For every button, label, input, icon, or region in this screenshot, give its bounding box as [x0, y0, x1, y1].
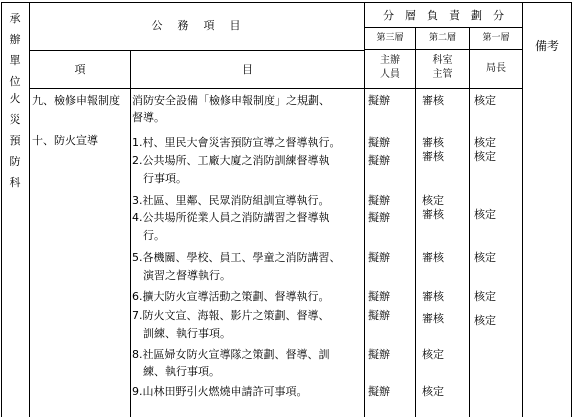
level3-action: 擬辦 — [368, 251, 390, 264]
item-label: 九、檢修申報制度 — [32, 94, 120, 107]
section-chief-header-line1: 科室 — [432, 55, 453, 66]
table-right-border — [571, 2, 572, 417]
detail-col-header: 目 — [242, 63, 253, 76]
level3-action: 擬辦 — [368, 348, 390, 361]
level2-action: 審核 — [422, 150, 444, 163]
level3-action: 擬辦 — [368, 385, 390, 398]
level2-action: 核定 — [422, 194, 444, 207]
level3-action: 擬辦 — [368, 194, 390, 207]
item-detail-line: 行。 — [132, 229, 165, 242]
unit-name-char: 預 — [9, 134, 21, 147]
unit-header-char: 辦 — [9, 33, 21, 46]
level3-action: 擬辦 — [368, 211, 390, 224]
header-rule-2 — [364, 49, 522, 50]
item-detail-line: 演習之督導執行。 — [132, 269, 231, 282]
item-detail-line: 4.公共場所從業人員之消防講習之督導執 — [132, 211, 330, 224]
delegation-header: 分 層 負 責 劃 分 — [383, 9, 504, 22]
item-detail-line: 練、執行事項。 — [132, 365, 220, 378]
level2-action: 審核 — [422, 251, 444, 264]
level1-action: 核定 — [474, 150, 496, 163]
level1-action: 核定 — [474, 314, 496, 327]
level3-action: 擬辦 — [368, 136, 390, 149]
item-detail-line: 5.各機關、學校、員工、學童之消防講習、 — [132, 251, 341, 264]
level2-action: 審核 — [422, 290, 444, 303]
level2-action: 審核 — [422, 136, 444, 149]
header-rule-3 — [29, 50, 364, 51]
section-chief-header-line2: 主管 — [432, 69, 453, 80]
item-detail-line: 3.社區、里鄰、民眾消防組訓宣導執行。 — [132, 194, 330, 207]
item-detail-line: 訓練、執行事項。 — [132, 327, 231, 340]
item-detail-line: 9.山林田野引火燃燒申請許可事項。 — [132, 385, 308, 398]
director-header: 局長 — [486, 63, 506, 74]
item-detail-line: 1.村、里民大會災害預防宣導之督導執行。 — [132, 136, 341, 149]
level2-col-border — [469, 27, 470, 417]
level1-header: 第一層 — [482, 33, 510, 43]
level3-action: 擬辦 — [368, 309, 390, 322]
table-top-border — [1, 2, 572, 3]
level3-action: 擬辦 — [368, 94, 390, 107]
unit-name-char: 火 — [9, 92, 21, 105]
level3-col-border — [415, 27, 416, 417]
item-detail-line: 7.防火文宣、海報、影片之策劃、督導、 — [132, 309, 330, 322]
level2-action: 核定 — [422, 348, 444, 361]
item-detail-line: 督導。 — [132, 111, 165, 124]
item-detail-line: 8.社區婦女防火宣導隊之策劃、督導、訓 — [132, 348, 330, 361]
level2-action: 審核 — [422, 94, 444, 107]
unit-header-char: 單 — [9, 54, 21, 67]
unit-name-char: 防 — [9, 155, 21, 168]
level1-action: 核定 — [474, 208, 496, 221]
level1-action: 核定 — [474, 290, 496, 303]
level2-action: 審核 — [422, 208, 444, 221]
unit-header-char: 位 — [9, 75, 21, 88]
item-detail-line: 6.擴大防火宣導活動之策劃、督導執行。 — [132, 290, 330, 303]
header-rule-1 — [364, 27, 522, 28]
notes-header: 備考 — [534, 39, 559, 53]
level3-header: 第三層 — [376, 33, 404, 43]
item-col-border — [130, 50, 131, 417]
unit-name-char: 災 — [9, 113, 21, 126]
level2-action: 核定 — [422, 385, 444, 398]
level3-action: 擬辦 — [368, 290, 390, 303]
item-col-header: 項 — [74, 63, 86, 76]
level2-action: 審核 — [422, 312, 444, 325]
level1-col-border — [522, 2, 523, 417]
item-label: 十、防火宣導 — [32, 134, 98, 147]
level3-action: 擬辦 — [368, 154, 390, 167]
level1-action: 核定 — [474, 251, 496, 264]
unit-header-char: 承 — [9, 12, 21, 25]
item-detail-line: 消防安全設備「檢修申報制度」之規劃、 — [132, 94, 330, 107]
item-detail-line: 行事項。 — [132, 172, 187, 185]
business-items-header: 公 務 項 目 — [151, 19, 243, 32]
level1-action: 核定 — [474, 136, 496, 149]
header-bottom-border — [29, 88, 522, 89]
unit-name-char: 科 — [9, 176, 21, 189]
table-left-border — [1, 2, 2, 417]
host-staff-header-line1: 主辦 — [380, 55, 400, 66]
host-staff-header-line2: 人員 — [380, 69, 400, 80]
level1-action: 核定 — [474, 94, 496, 107]
item-detail-line: 2.公共場所、工廠大廈之消防訓練督導執 — [132, 154, 330, 167]
level2-header: 第二層 — [428, 33, 456, 43]
